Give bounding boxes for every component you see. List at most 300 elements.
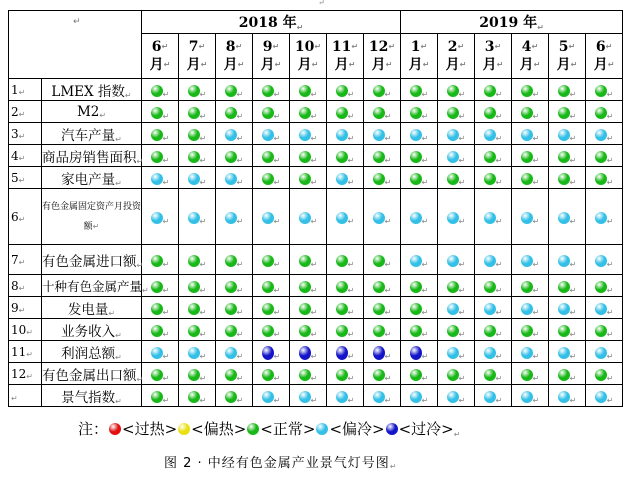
paragraph-mark: ↵ — [200, 60, 208, 69]
signal-light-cell — [401, 363, 438, 385]
paragraph-mark: ↵ — [347, 112, 355, 121]
signal-light-cell — [512, 385, 549, 407]
signal-light-cell — [290, 275, 327, 297]
paragraph-mark: ↵ — [459, 60, 467, 69]
signal-light-cell — [401, 145, 438, 167]
paragraph-mark: ↵ — [607, 60, 615, 69]
signal-light-cell — [475, 167, 512, 189]
signal-light-cool-icon — [188, 347, 200, 359]
signal-light-normal-icon — [595, 325, 607, 337]
indicator-name-cell — [42, 123, 142, 145]
signal-light-normal-icon — [151, 391, 163, 403]
signal-light-cell — [586, 79, 623, 101]
month-unit: 月 — [482, 57, 497, 73]
paragraph-mark: ↵ — [458, 217, 466, 226]
signal-light-cell — [586, 363, 623, 385]
signal-light-cell — [142, 363, 179, 385]
paragraph-mark: ↵ — [496, 60, 504, 69]
signal-light-cell — [253, 189, 290, 245]
paragraph-mark: ↵ — [273, 112, 281, 121]
signal-light-cool-icon — [558, 129, 570, 141]
signal-light-cool-icon — [595, 347, 607, 359]
signal-light-cold-icon — [299, 346, 311, 360]
signal-light-cell — [475, 245, 512, 275]
legend-normal-icon — [247, 423, 259, 435]
signal-light-cell — [401, 297, 438, 319]
signal-light-cell — [586, 167, 623, 189]
indicator-name-cell — [42, 275, 149, 297]
paragraph-mark: ↵ — [421, 178, 429, 187]
signal-light-cool-icon — [484, 255, 496, 267]
paragraph-mark: ↵ — [162, 112, 170, 121]
signal-light-cool-icon — [373, 212, 385, 224]
signal-light-cool-icon — [595, 391, 607, 403]
signal-light-cell — [549, 275, 586, 297]
paragraph-mark: ↵ — [495, 330, 503, 339]
signal-light-cell — [290, 167, 327, 189]
indicator-name-cell — [42, 79, 142, 101]
signal-light-cell — [290, 363, 327, 385]
indicator-name-cell — [42, 319, 142, 341]
row-number-cell — [9, 123, 42, 145]
signal-light-cool-icon — [373, 129, 385, 141]
signal-light-cell — [179, 79, 216, 101]
signal-light-cell — [512, 145, 549, 167]
row-number-cell — [9, 101, 42, 123]
signal-light-cell — [549, 341, 586, 363]
signal-light-cell — [142, 297, 179, 319]
paragraph-mark: ↵ — [310, 90, 318, 99]
paragraph-mark: ↵ — [458, 90, 466, 99]
signal-light-normal-icon — [151, 255, 163, 267]
signal-light-cool-icon — [336, 129, 348, 141]
signal-light-cell — [549, 101, 586, 123]
paragraph-mark: ↵ — [421, 286, 429, 295]
signal-light-cell — [549, 167, 586, 189]
indicator-name-cell — [42, 341, 142, 363]
signal-light-cool-icon — [262, 129, 274, 141]
paragraph-mark: ↵ — [347, 178, 355, 187]
month-unit: 月 — [519, 57, 534, 73]
signal-light-cell — [401, 341, 438, 363]
month-header-cell — [216, 34, 253, 79]
signal-light-cold-icon — [262, 346, 274, 360]
paragraph-mark: ↵ — [199, 156, 207, 165]
row-number: 8 — [11, 278, 19, 293]
indicator-row — [9, 189, 623, 245]
signal-light-cell — [549, 385, 586, 407]
signal-light-normal-icon — [447, 173, 459, 185]
signal-light-cell — [327, 385, 364, 407]
signal-light-normal-icon — [262, 255, 274, 267]
signal-light-normal-icon — [188, 391, 200, 403]
row-number-cell — [9, 79, 42, 101]
indicator-name-cell — [42, 101, 142, 123]
paragraph-mark: ↵ — [348, 60, 356, 69]
indicator-name: M2 — [76, 103, 100, 120]
paragraph-mark: ↵ — [351, 42, 359, 51]
indicator-name-cell — [42, 297, 142, 319]
paragraph-mark: ↵ — [236, 396, 244, 405]
row-number: 10 — [11, 322, 27, 337]
month-header-cell — [364, 34, 401, 79]
signal-light-normal-icon — [336, 303, 348, 315]
legend-cool-icon — [316, 423, 328, 435]
paragraph-mark: ↵ — [18, 153, 26, 163]
signal-light-cell — [364, 189, 401, 245]
paragraph-mark: ↵ — [569, 112, 577, 121]
signal-light-cell — [549, 297, 586, 319]
paragraph-mark: ↵ — [236, 134, 244, 143]
paragraph-mark: ↵ — [421, 90, 429, 99]
paragraph-mark: ↵ — [162, 330, 170, 339]
month-number: 1 — [410, 39, 421, 55]
paragraph-mark: ↵ — [161, 42, 169, 51]
signal-light-cell — [253, 101, 290, 123]
paragraph-mark: ↵ — [310, 308, 318, 317]
signal-light-cell — [179, 385, 216, 407]
paragraph-mark: ↵ — [115, 352, 122, 362]
indicator-row — [9, 145, 623, 167]
row-number-cell — [9, 167, 42, 189]
signal-light-normal-icon — [373, 173, 385, 185]
paragraph-mark: ↵ — [115, 396, 122, 406]
paragraph-mark: ↵ — [199, 330, 207, 339]
paragraph-mark: ↵ — [495, 112, 503, 121]
signal-light-table — [8, 10, 623, 407]
paragraph-mark: ↵ — [422, 60, 430, 69]
paragraph-mark: ↵ — [310, 134, 318, 143]
paragraph-mark: ↵ — [420, 42, 428, 51]
year-2018-label: 2018 年 — [238, 15, 297, 31]
paragraph-mark: ↵ — [495, 352, 503, 361]
signal-light-cell — [216, 275, 253, 297]
paragraph-mark: ↵ — [421, 352, 429, 361]
signal-light-normal-icon — [299, 173, 311, 185]
signal-light-normal-icon — [410, 85, 422, 97]
signal-light-cell — [216, 101, 253, 123]
signal-light-cell — [253, 341, 290, 363]
paragraph-mark: ↵ — [162, 286, 170, 295]
signal-light-cell — [290, 297, 327, 319]
signal-light-cell — [253, 275, 290, 297]
paragraph-mark: ↵ — [532, 330, 540, 339]
paragraph-mark: ↵ — [199, 260, 207, 269]
paragraph-mark: ↵ — [236, 90, 244, 99]
signal-light-normal-icon — [521, 325, 533, 337]
signal-light-cell — [179, 363, 216, 385]
signal-light-cell — [179, 341, 216, 363]
indicator-row — [9, 275, 623, 297]
signal-light-normal-icon — [595, 107, 607, 119]
signal-light-normal-icon — [558, 325, 570, 337]
signal-light-cell — [290, 189, 327, 245]
indicator-name: 利润总额 — [61, 345, 116, 362]
signal-light-cool-icon — [225, 129, 237, 141]
paragraph-mark: ↵ — [273, 286, 281, 295]
signal-light-cell — [512, 189, 549, 245]
paragraph-mark: ↵ — [235, 42, 243, 51]
paragraph-mark: ↵ — [199, 308, 207, 317]
signal-light-cool-icon — [225, 173, 237, 185]
paragraph-mark: ↵ — [532, 112, 540, 121]
month-number: 6 — [595, 39, 606, 55]
legend-cold-icon — [386, 423, 398, 435]
paragraph-mark: ↵ — [73, 17, 81, 27]
signal-light-cell — [438, 275, 475, 297]
signal-light-normal-icon — [299, 281, 311, 293]
paragraph-mark: ↵ — [606, 352, 614, 361]
signal-light-normal-icon — [410, 173, 422, 185]
signal-light-normal-icon — [373, 303, 385, 315]
paragraph-mark: ↵ — [495, 178, 503, 187]
signal-light-normal-icon — [447, 325, 459, 337]
paragraph-mark: ↵ — [458, 178, 466, 187]
signal-light-normal-icon — [262, 85, 274, 97]
paragraph-mark: ↵ — [606, 134, 614, 143]
indicator-name: 家电产量 — [61, 171, 116, 188]
paragraph-mark: ↵ — [347, 286, 355, 295]
paragraph-mark: ↵ — [421, 112, 429, 121]
signal-light-normal-icon — [151, 325, 163, 337]
paragraph-mark: ↵ — [26, 327, 33, 337]
signal-light-cell — [253, 363, 290, 385]
signal-light-cool-icon — [447, 129, 459, 141]
signal-light-cool-icon — [558, 347, 570, 359]
paragraph-mark: ↵ — [142, 285, 149, 295]
paragraph-mark: ↵ — [384, 286, 392, 295]
signal-light-normal-icon — [373, 369, 385, 381]
month-unit: 月 — [334, 57, 349, 73]
legend — [78, 418, 460, 439]
signal-light-cell — [327, 245, 364, 275]
paragraph-mark: ↵ — [162, 217, 170, 226]
signal-light-cool-icon — [373, 391, 385, 403]
signal-light-cell — [253, 319, 290, 341]
signal-light-normal-icon — [262, 281, 274, 293]
signal-light-cell — [586, 275, 623, 297]
signal-light-cell — [364, 363, 401, 385]
signal-light-cell — [512, 245, 549, 275]
signal-light-cell — [216, 79, 253, 101]
legend-warm-icon — [178, 423, 190, 435]
signal-light-normal-icon — [484, 369, 496, 381]
paragraph-mark: ↵ — [310, 178, 318, 187]
signal-light-cool-icon — [484, 303, 496, 315]
paragraph-mark: ↵ — [458, 260, 466, 269]
year-header-row — [9, 11, 623, 34]
signal-light-normal-icon — [410, 281, 422, 293]
signal-light-cell — [327, 189, 364, 245]
indicator-name: 汽车产量 — [61, 127, 116, 144]
signal-light-cell — [327, 275, 364, 297]
indicator-row — [9, 245, 623, 275]
signal-light-cell — [327, 319, 364, 341]
paragraph-mark: ↵ — [198, 42, 206, 51]
row-number-cell — [9, 189, 42, 245]
paragraph-mark: ↵ — [310, 352, 318, 361]
signal-light-cell — [586, 123, 623, 145]
signal-light-cell — [179, 245, 216, 275]
month-unit: 月 — [260, 57, 275, 73]
paragraph-mark: ↵ — [495, 374, 503, 383]
paragraph-mark: ↵ — [421, 330, 429, 339]
signal-light-cold-icon — [410, 346, 422, 360]
month-unit: 月 — [297, 57, 312, 73]
signal-light-cell — [512, 275, 549, 297]
paragraph-mark: ↵ — [421, 374, 429, 383]
signal-light-cell — [179, 123, 216, 145]
paragraph-mark: ↵ — [458, 330, 466, 339]
signal-light-cell — [438, 101, 475, 123]
signal-light-cool-icon — [188, 212, 200, 224]
paragraph-mark: ↵ — [532, 260, 540, 269]
signal-light-normal-icon — [521, 107, 533, 119]
signal-light-cell — [401, 123, 438, 145]
signal-light-normal-icon — [336, 369, 348, 381]
signal-light-normal-icon — [188, 255, 200, 267]
signal-light-cell — [216, 245, 253, 275]
signal-light-cell — [327, 363, 364, 385]
signal-light-cell — [475, 79, 512, 101]
year-2019-label: 2019 年 — [479, 15, 538, 31]
signal-light-cool-icon — [151, 347, 163, 359]
signal-light-cool-icon — [262, 391, 274, 403]
signal-light-cell — [475, 319, 512, 341]
paragraph-mark: ↵ — [457, 42, 465, 51]
signal-light-normal-icon — [595, 173, 607, 185]
paragraph-mark: ↵ — [385, 60, 393, 69]
signal-light-cell — [142, 79, 179, 101]
signal-light-cell — [401, 189, 438, 245]
paragraph-mark: ↵ — [347, 352, 355, 361]
paragraph-mark: ↵ — [136, 156, 144, 166]
signal-light-cool-icon — [410, 391, 422, 403]
paragraph-mark: ↵ — [236, 260, 244, 269]
signal-light-normal-icon — [595, 85, 607, 97]
signal-light-cell — [327, 297, 364, 319]
row-number-cell — [9, 145, 42, 167]
signal-light-cool-icon — [521, 212, 533, 224]
month-unit: 月 — [371, 57, 386, 73]
month-header-cell — [142, 34, 179, 79]
signal-light-normal-icon — [262, 151, 274, 163]
paragraph-mark: ↵ — [347, 308, 355, 317]
signal-light-normal-icon — [336, 325, 348, 337]
paragraph-mark: ↵ — [136, 260, 144, 270]
paragraph-mark: ↵ — [384, 352, 392, 361]
paragraph-mark: ↵ — [569, 330, 577, 339]
signal-light-cell — [512, 297, 549, 319]
signal-light-cell — [179, 101, 216, 123]
month-header-cell — [327, 34, 364, 79]
paragraph-mark: ↵ — [421, 396, 429, 405]
signal-light-cell — [216, 341, 253, 363]
signal-light-normal-icon — [336, 151, 348, 163]
paragraph-mark: ↵ — [318, 0, 325, 7]
indicator-name: 有色金属出口额 — [42, 367, 137, 384]
signal-light-cell — [438, 363, 475, 385]
signal-light-cell — [475, 385, 512, 407]
signal-light-cell — [142, 189, 179, 245]
indicator-row — [9, 363, 623, 385]
legend-prefix: 注： — [78, 420, 109, 438]
signal-light-cell — [179, 319, 216, 341]
paragraph-mark: ↵ — [310, 286, 318, 295]
signal-light-cell — [327, 341, 364, 363]
signal-light-cell — [142, 385, 179, 407]
legend-label: <过热> — [122, 420, 178, 438]
paragraph-mark: ↵ — [199, 217, 207, 226]
paragraph-mark: ↵ — [605, 42, 613, 51]
paragraph-mark: ↵ — [162, 374, 170, 383]
signal-light-normal-icon — [595, 281, 607, 293]
month-number: 10 — [294, 39, 315, 55]
paragraph-mark: ↵ — [532, 352, 540, 361]
legend-label: <偏热> — [191, 420, 247, 438]
signal-light-cell — [438, 145, 475, 167]
row-number-cell — [9, 275, 42, 297]
signal-light-normal-icon — [151, 129, 163, 141]
paragraph-mark: ↵ — [162, 134, 170, 143]
signal-light-cool-icon — [558, 255, 570, 267]
signal-light-normal-icon — [151, 107, 163, 119]
paragraph-mark: ↵ — [421, 260, 429, 269]
signal-light-normal-icon — [262, 173, 274, 185]
signal-light-cell — [438, 167, 475, 189]
signal-light-cool-icon — [447, 255, 459, 267]
paragraph-mark: ↵ — [421, 156, 429, 165]
month-number: 6 — [151, 39, 162, 55]
signal-light-cool-icon — [299, 129, 311, 141]
signal-light-cool-icon — [151, 212, 163, 224]
month-header-cell — [586, 34, 623, 79]
paragraph-mark: ↵ — [606, 178, 614, 187]
signal-light-cool-icon — [558, 391, 570, 403]
paragraph-mark: ↵ — [237, 60, 245, 69]
paragraph-mark: ↵ — [421, 134, 429, 143]
paragraph-mark: ↵ — [569, 134, 577, 143]
paragraph-mark: ↵ — [495, 286, 503, 295]
paragraph-mark: ↵ — [236, 178, 244, 187]
signal-light-normal-icon — [373, 151, 385, 163]
paragraph-mark: ↵ — [162, 260, 170, 269]
signal-light-normal-icon — [373, 281, 385, 293]
signal-light-cell — [401, 101, 438, 123]
signal-light-normal-icon — [447, 107, 459, 119]
signal-light-cell — [327, 101, 364, 123]
signal-light-normal-icon — [151, 369, 163, 381]
row-number: 5 — [11, 170, 19, 185]
signal-light-cell — [549, 319, 586, 341]
row-number: 12 — [11, 366, 27, 381]
signal-light-cell — [475, 297, 512, 319]
paragraph-mark: ↵ — [384, 308, 392, 317]
month-unit: 月 — [445, 57, 460, 73]
signal-light-normal-icon — [188, 369, 200, 381]
paragraph-mark: ↵ — [199, 396, 207, 405]
month-unit: 月 — [186, 57, 201, 73]
figure-caption — [164, 452, 398, 471]
paragraph-mark: ↵ — [18, 109, 26, 119]
indicator-name: 十种有色金属产量 — [42, 278, 143, 294]
signal-light-normal-icon — [225, 85, 237, 97]
signal-light-cool-icon — [595, 303, 607, 315]
signal-light-cell — [179, 297, 216, 319]
indicator-row — [9, 101, 623, 123]
row-number-cell — [9, 297, 42, 319]
signal-light-cell — [364, 167, 401, 189]
